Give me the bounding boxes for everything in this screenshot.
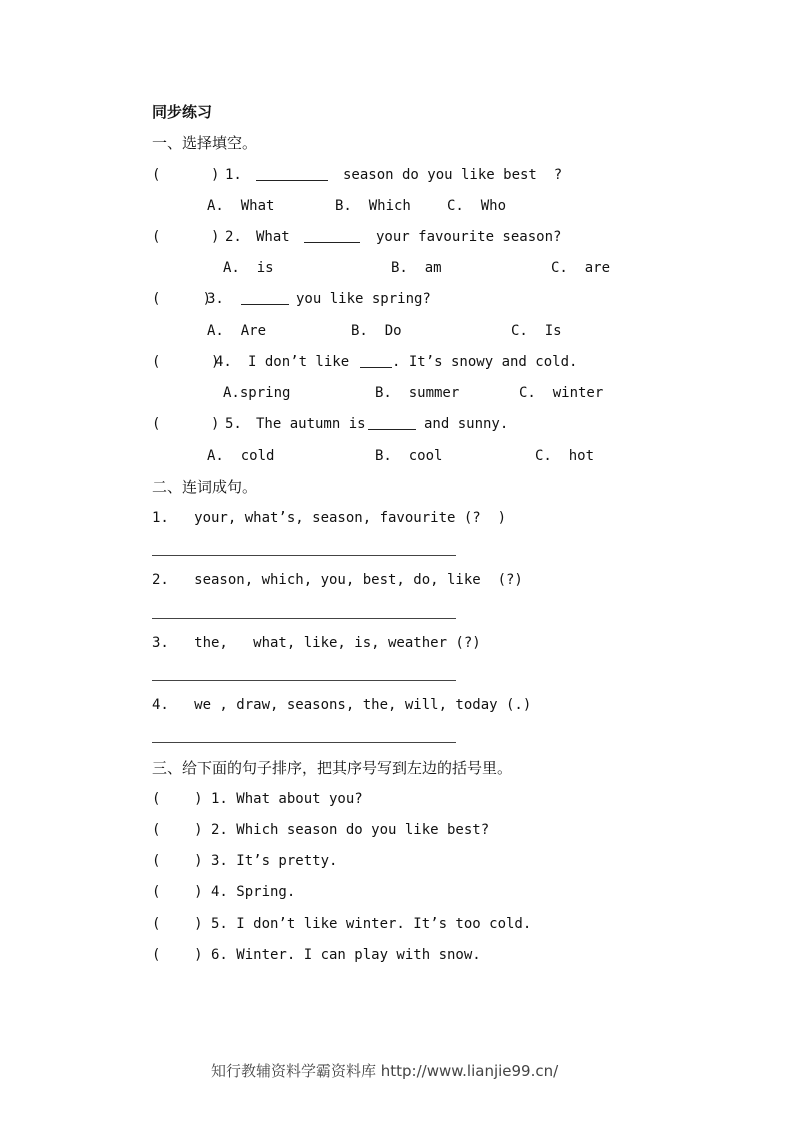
q4-text-before: I don’t like	[248, 354, 350, 370]
q5-text-before: The autumn is	[256, 416, 366, 432]
answer-line-1	[152, 555, 456, 556]
q2-text-after: your favourite season?	[376, 229, 562, 245]
q2-paren: ( )	[152, 229, 220, 245]
order-item-5: ( ) 5. I don’t like winter. It’s too cold.	[152, 916, 532, 932]
order-item-2: ( ) 2. Which season do you like best?	[152, 822, 490, 838]
sentence-item-1: 1. your, what’s, season, favourite (? )	[152, 510, 507, 526]
q3-paren: ( )	[152, 291, 212, 307]
q4-blank	[360, 353, 392, 368]
section2-heading: 二、连词成句。	[152, 478, 258, 496]
q3-option-a: A. Are	[207, 323, 267, 339]
q2-option-b: B. am	[391, 260, 442, 276]
q4-option-c: C. winter	[519, 385, 604, 401]
answer-line-2	[152, 618, 456, 619]
q3-option-b: B. Do	[351, 323, 402, 339]
order-item-4: ( ) 4. Spring.	[152, 884, 296, 900]
q1-text: season do you like best ?	[343, 167, 563, 183]
page-title: 同步练习	[152, 103, 213, 121]
order-item-3: ( ) 3. It’s pretty.	[152, 853, 338, 869]
sentence-item-2: 2. season, which, you, best, do, like (?)	[152, 572, 523, 588]
section1-heading: 一、选择填空。	[152, 134, 258, 152]
section3-heading: 三、给下面的句子排序，把其序号写到左边的括号里。	[152, 759, 513, 777]
q2-option-a: A. is	[223, 260, 274, 276]
q4-text-after: . It’s snowy and cold.	[392, 354, 578, 370]
order-item-1: ( ) 1. What about you?	[152, 791, 363, 807]
order-item-6: ( ) 6. Winter. I can play with snow.	[152, 947, 481, 963]
q5-option-a: A. cold	[207, 448, 275, 464]
answer-line-4	[152, 742, 456, 743]
q1-paren: ( )	[152, 167, 220, 183]
q3-option-c: C. Is	[511, 323, 562, 339]
q5-blank	[368, 415, 416, 430]
q5-text-after: and sunny.	[424, 416, 509, 432]
q2-number: 2.	[225, 229, 242, 245]
answer-line-3	[152, 680, 456, 681]
q5-option-b: B. cool	[375, 448, 443, 464]
q3-blank	[241, 290, 289, 305]
q2-blank	[304, 228, 360, 243]
q1-option-b: B. Which	[335, 198, 411, 214]
q2-option-c: C. are	[551, 260, 611, 276]
q1-blank	[256, 166, 328, 181]
sentence-item-4: 4. we , draw, seasons, the, will, today (.)	[152, 697, 532, 713]
q5-option-c: C. hot	[535, 448, 595, 464]
q4-paren: ( )	[152, 354, 220, 370]
q4-option-b: B. summer	[375, 385, 460, 401]
sentence-item-3: 3. the, what, like, is, weather (?)	[152, 635, 481, 651]
q5-paren: ( )	[152, 416, 220, 432]
footer-watermark: 知行教辅资料学霸资料库 http://www.lianjie99.cn/	[211, 1062, 559, 1080]
q1-option-c: C. Who	[447, 198, 507, 214]
q4-option-a: A.spring	[223, 385, 291, 401]
q3-text: you like spring?	[296, 291, 431, 307]
q1-number: 1.	[225, 167, 242, 183]
q5-number: 5.	[225, 416, 242, 432]
q4-number: 4.	[215, 354, 232, 370]
q2-text-before: What	[256, 229, 290, 245]
q3-number: 3.	[207, 291, 224, 307]
q1-option-a: A. What	[207, 198, 275, 214]
